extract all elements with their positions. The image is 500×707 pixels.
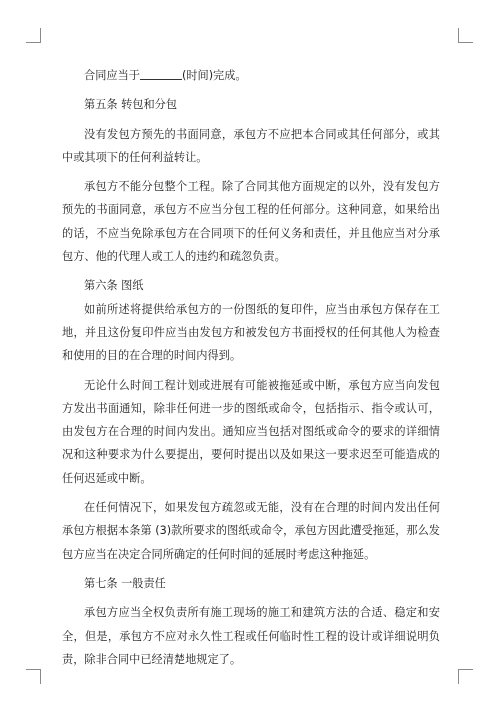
article-6-paragraph-2: 无论什么时间工程计划或进展有可能被拖延或中断，承包方应当向发包方发出书面通知，除非任何进一步的图纸或命令，包括指示、指令或认可，由发包方在合理的时间内发出。通知应当包括对图纸或命令的要求的详细情况和这种要求为什么要提出，要何时提出以及如果这一要求迟至可能造成的任何迟延或中断。 bbox=[62, 378, 440, 485]
article-6-paragraph-1: 如前所述将提供给承包方的一份图纸的复印件，应当由承包方保存在工地，并且这份复印件应当由发包方和被发包方书面授权的任何其他人为检查和使用的目的在合理的时间内得到。 bbox=[62, 302, 440, 363]
document-body bbox=[62, 64, 440, 671]
article-6-paragraph-3: 在任何情况下，如果发包方疏忽或无能，没有在合理的时间内发出任何承包方根据本条第 (3)款所要求的图纸或命令，承包方因此遭受拖延，那么发包方应当在决定合同所确定的任何时间的延展时考虑这种拖延。 bbox=[62, 501, 440, 561]
crop-mark-top-left bbox=[26, 28, 41, 43]
completion-text-before: 合同应当于 bbox=[84, 69, 140, 82]
time-blank-field[interactable] bbox=[140, 69, 182, 80]
completion-text-after: (时间)完成。 bbox=[181, 69, 247, 82]
crop-mark-bottom-left bbox=[26, 669, 41, 684]
completion-line bbox=[62, 64, 440, 87]
article-6-heading: 第六条 图纸 bbox=[84, 279, 144, 293]
article-7-heading: 第七条 一般责任 bbox=[84, 576, 166, 590]
crop-mark-top-right bbox=[458, 28, 473, 43]
article-5-heading: 第五条 转包和分包 bbox=[84, 98, 178, 112]
crop-mark-bottom-right bbox=[458, 669, 473, 684]
article-7-paragraph-1: 承包方应当全权负责所有施工现场的施工和建筑方法的合适、稳定和安全，但是，承包方不应对永久性工程或任何临时性工程的设计或详细说明负责，除非合同中已经清楚地规定了。 bbox=[62, 606, 440, 666]
article-5-paragraph-2: 承包方不能分包整个工程。除了合同其他方面规定的以外，没有发包方预先的书面同意，承包方不应当分包工程的任何部分。这种同意，如果给出的话，不应当免除承包方在合同项下的任何义务和责任，并且他应当对分承包方、他的代理人或工人的违约和疏忽负责。 bbox=[62, 180, 440, 264]
article-5-paragraph-1: 没有发包方预先的书面同意，承包方不应把本合同或其任何部分，或其中或其项下的任何利益转让。 bbox=[62, 127, 440, 164]
